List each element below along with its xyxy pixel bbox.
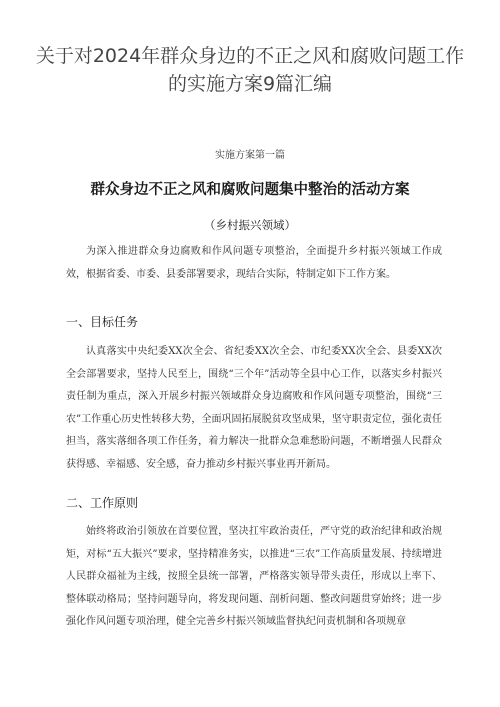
objectives-paragraph: 认真落实中央纪委XX次全会、省纪委XX次全会、市纪委XX次全会、县委XX次全会部署要求，坚持人民至上，围绕“三个年”活动等全县中心工作，以落实乡村振兴责任制为重点，深入开展乡村振兴领域群众身边腐败和作风问题专项整治，围绕“三农”工作重心历史性转移大势，全面巩固拓展脱贫攻坚成果，坚守职责定位，强化责任担当，落实落细各项工作任务，着力解决一批群众急难愁盼问题，不断增强人民群众获得感、幸福感、安全感，奋力推动乡村振兴事业再开新局。 (66, 346, 442, 470)
heading-principles: 二、工作原则 (66, 496, 139, 510)
document-title-line-1: 关于对2024年群众身边的不正之风和腐败问题工作 (35, 45, 465, 67)
intro-paragraph: 为深入推进群众身边腐败和作风问题专项整治，全面提升乡村振兴领域工作成效，根据省委、市委、县委部署要求，现结合实际，特制定如下工作方案。 (66, 246, 442, 280)
heading-objectives: 一、目标任务 (66, 315, 139, 329)
scope-label: （乡村振兴领域） (204, 218, 296, 232)
document-title (30, 42, 470, 98)
section-title: 群众身边不正之风和腐败问题集中整治的活动方案 (90, 182, 410, 198)
document-title-line-2: 的实施方案9篇汇编 (167, 73, 333, 95)
part-label: 实施方案第一篇 (215, 150, 285, 161)
principles-paragraph: 始终将政治引领放在首要位置，坚决扛牢政治责任，严守党的政治纪律和政治规矩，对标“五大振兴”要求，坚持精准务实，以推进“三农”工作高质量发展、持续增进人民群众福祉为主线，按照全县统一部署，严格落实领导带头责任，形成以上率下、整体联动格局；坚持问题导向，将发现问题、剖析问题、整改问题贯穿始终；进一步强化作风问题专项治理，健全完善乡村振兴领域监督执纪问责机制和各项规章 (66, 526, 442, 627)
